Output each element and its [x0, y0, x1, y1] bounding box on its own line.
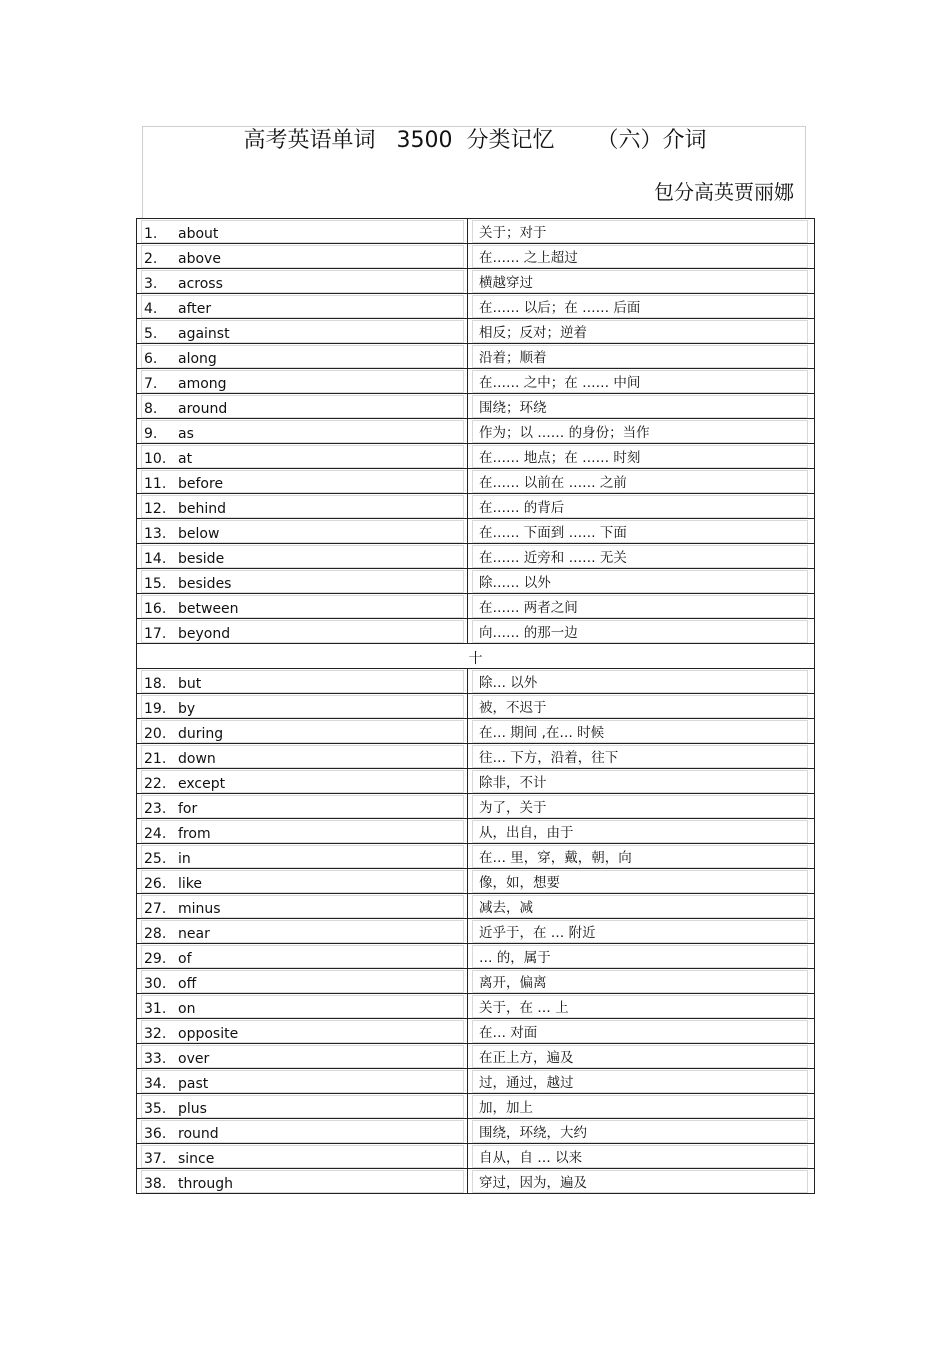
word-cell	[137, 1068, 468, 1093]
chinese-meaning: 从，出自，由于	[479, 824, 574, 841]
word-cell	[137, 968, 468, 993]
word-cell	[137, 743, 468, 768]
word-cell	[137, 1143, 468, 1168]
table-row	[137, 1168, 815, 1193]
english-word: after	[178, 301, 212, 317]
entry-number: 17.	[144, 626, 167, 642]
entry-number: 31.	[144, 1000, 167, 1017]
english-word: over	[178, 1050, 210, 1067]
table-row	[137, 1043, 815, 1068]
meaning-cell	[468, 1168, 815, 1193]
table-row	[137, 793, 815, 818]
entry-number: 5.	[144, 326, 158, 342]
word-cell	[137, 594, 468, 619]
entry-number: 32.	[144, 1025, 167, 1042]
meaning-cell	[468, 668, 815, 693]
chinese-meaning: 关于；对于	[479, 225, 547, 241]
entry-number: 25.	[144, 850, 167, 867]
chinese-meaning: 减去，减	[479, 899, 533, 916]
word-cell	[137, 419, 468, 444]
meaning-cell	[468, 1093, 815, 1118]
table-row	[137, 569, 815, 594]
english-word: between	[178, 601, 239, 617]
word-cell	[137, 519, 468, 544]
english-word: from	[178, 825, 211, 842]
english-word: like	[178, 875, 203, 892]
meaning-cell	[468, 469, 815, 494]
table-row	[137, 219, 815, 244]
chinese-meaning: 被，不迟于	[479, 699, 547, 716]
english-word: but	[178, 675, 202, 692]
english-word: against	[178, 326, 230, 342]
chinese-meaning: 在…… 以后；在 …… 后面	[479, 300, 641, 316]
english-word: round	[178, 1125, 219, 1142]
english-word: by	[178, 700, 196, 717]
chinese-meaning: 为了，关于	[479, 799, 547, 816]
entry-number: 8.	[144, 401, 158, 417]
table-row	[137, 294, 815, 319]
meaning-cell	[468, 369, 815, 394]
english-word: of	[178, 950, 192, 967]
entry-number: 4.	[144, 301, 158, 317]
table-row	[137, 943, 815, 968]
chinese-meaning: 横越穿过	[479, 275, 533, 291]
chinese-meaning: 在…… 之中；在 …… 中间	[479, 375, 641, 391]
table-row	[137, 918, 815, 943]
word-cell	[137, 668, 468, 693]
meaning-cell	[468, 843, 815, 868]
english-word: below	[178, 526, 220, 542]
table-row	[137, 1068, 815, 1093]
author-line: 包分高英贾丽娜	[654, 180, 794, 204]
chinese-meaning: 往… 下方，沿着，往下	[479, 749, 619, 766]
table-row	[137, 1143, 815, 1168]
english-word: beyond	[178, 626, 231, 642]
english-word: beside	[178, 551, 225, 567]
table-row	[137, 693, 815, 718]
chinese-meaning: 在…… 之上超过	[479, 250, 578, 266]
table-row	[137, 768, 815, 793]
word-cell	[137, 394, 468, 419]
english-word: among	[178, 376, 227, 392]
meaning-cell	[468, 1068, 815, 1093]
meaning-cell	[468, 244, 815, 269]
word-cell	[137, 494, 468, 519]
meaning-cell	[468, 968, 815, 993]
chinese-meaning: 作为；以 …… 的身份；当作	[479, 425, 650, 441]
chinese-meaning: 在…… 以前在 …… 之前	[479, 475, 627, 491]
meaning-cell	[468, 594, 815, 619]
word-cell	[137, 918, 468, 943]
english-word: about	[178, 226, 219, 242]
table-row	[137, 1118, 815, 1143]
entry-number: 1.	[144, 226, 158, 242]
english-word: past	[178, 1075, 209, 1092]
chinese-meaning: 在… 里，穿，戴，朝，向	[479, 849, 632, 866]
table-row	[137, 868, 815, 893]
table-row	[137, 843, 815, 868]
separator-mark: 十	[137, 644, 815, 669]
chinese-meaning: 穿过，因为，遍及	[479, 1174, 587, 1191]
entry-number: 22.	[144, 775, 167, 792]
english-word: near	[178, 925, 210, 942]
word-cell	[137, 768, 468, 793]
meaning-cell	[468, 519, 815, 544]
entry-number: 19.	[144, 700, 167, 717]
word-cell	[137, 244, 468, 269]
entry-number: 33.	[144, 1050, 167, 1067]
table-row	[137, 544, 815, 569]
word-cell	[137, 569, 468, 594]
entry-number: 23.	[144, 800, 167, 817]
meaning-cell	[468, 444, 815, 469]
english-word: through	[178, 1175, 234, 1192]
entry-number: 21.	[144, 750, 167, 767]
chinese-meaning: 向…… 的那一边	[479, 625, 578, 641]
entry-number: 24.	[144, 825, 167, 842]
entry-number: 30.	[144, 975, 167, 992]
chinese-meaning: 除… 以外	[479, 674, 538, 691]
word-cell	[137, 294, 468, 319]
table-row	[137, 818, 815, 843]
chinese-meaning: 除非，不计	[479, 774, 547, 791]
chinese-meaning: 除…… 以外	[479, 575, 551, 591]
table-row	[137, 668, 815, 693]
meaning-cell	[468, 1043, 815, 1068]
table-row	[137, 369, 815, 394]
table-row	[137, 893, 815, 918]
meaning-cell	[468, 544, 815, 569]
table-row	[137, 519, 815, 544]
english-word: at	[178, 451, 193, 467]
chinese-meaning: 在…… 下面到 …… 下面	[479, 525, 627, 541]
entry-number: 37.	[144, 1150, 167, 1167]
word-cell	[137, 444, 468, 469]
english-word: except	[178, 775, 226, 792]
table-row	[137, 494, 815, 519]
table-row	[137, 1018, 815, 1043]
page-title: 高考英语单词 3500 分类记忆 （六）介词	[243, 128, 707, 153]
table-row	[137, 619, 815, 644]
english-word: plus	[178, 1100, 207, 1117]
table-row	[137, 1093, 815, 1118]
entry-number: 3.	[144, 276, 158, 292]
english-word: besides	[178, 576, 232, 592]
word-cell	[137, 1118, 468, 1143]
chinese-meaning: 加，加上	[479, 1099, 533, 1116]
table-row	[137, 469, 815, 494]
entry-number: 36.	[144, 1125, 167, 1142]
english-word: as	[178, 426, 194, 442]
english-word: on	[178, 1000, 196, 1017]
meaning-cell	[468, 893, 815, 918]
english-word: minus	[178, 900, 221, 917]
table-row	[137, 743, 815, 768]
word-cell	[137, 319, 468, 344]
table-row	[137, 993, 815, 1018]
chinese-meaning: 在…… 的背后	[479, 500, 565, 516]
table-row	[137, 444, 815, 469]
word-cell	[137, 1018, 468, 1043]
chinese-meaning: 在… 期间 ,在… 时候	[479, 724, 605, 741]
entry-number: 9.	[144, 426, 158, 442]
english-word: around	[178, 401, 228, 417]
chinese-meaning: 在…… 地点；在 …… 时刻	[479, 450, 641, 466]
word-cell	[137, 793, 468, 818]
entry-number: 11.	[144, 476, 167, 492]
chinese-meaning: 围绕；环绕	[479, 400, 547, 416]
meaning-cell	[468, 868, 815, 893]
meaning-cell	[468, 1118, 815, 1143]
vocabulary-table-body	[137, 219, 815, 1194]
word-cell	[137, 693, 468, 718]
english-word: off	[178, 975, 197, 992]
word-cell	[137, 269, 468, 294]
meaning-cell	[468, 319, 815, 344]
meaning-cell	[468, 619, 815, 644]
word-cell	[137, 344, 468, 369]
word-cell	[137, 469, 468, 494]
meaning-cell	[468, 818, 815, 843]
english-word: opposite	[178, 1025, 239, 1042]
meaning-cell	[468, 294, 815, 319]
vocabulary-table	[136, 218, 815, 1194]
chinese-meaning: 相反；反对；逆着	[479, 325, 587, 341]
word-cell	[137, 619, 468, 644]
meaning-cell	[468, 269, 815, 294]
meaning-cell	[468, 943, 815, 968]
table-row	[137, 319, 815, 344]
english-word: across	[178, 276, 223, 292]
entry-number: 18.	[144, 675, 167, 692]
table-row	[137, 244, 815, 269]
word-cell	[137, 843, 468, 868]
entry-number: 10.	[144, 451, 167, 467]
chinese-meaning: 自从，自 … 以来	[479, 1149, 583, 1166]
meaning-cell	[468, 918, 815, 943]
meaning-cell	[468, 1018, 815, 1043]
chinese-meaning: 在…… 近旁和 …… 无关	[479, 550, 627, 566]
meaning-cell	[468, 1143, 815, 1168]
table-row	[137, 419, 815, 444]
meaning-cell	[468, 394, 815, 419]
meaning-cell	[468, 768, 815, 793]
separator-row	[137, 644, 815, 669]
entry-number: 6.	[144, 351, 158, 367]
entry-number: 14.	[144, 551, 167, 567]
word-cell	[137, 1168, 468, 1193]
english-word: before	[178, 476, 224, 492]
table-row	[137, 594, 815, 619]
chinese-meaning: … 的，属于	[479, 949, 551, 966]
chinese-meaning: 在… 对面	[479, 1024, 538, 1041]
entry-number: 29.	[144, 950, 167, 967]
entry-number: 35.	[144, 1100, 167, 1117]
chinese-meaning: 过，通过，越过	[479, 1074, 574, 1091]
entry-number: 12.	[144, 501, 167, 517]
meaning-cell	[468, 993, 815, 1018]
english-word: behind	[178, 501, 227, 517]
english-word: down	[178, 750, 216, 767]
entry-number: 34.	[144, 1075, 167, 1092]
entry-number: 27.	[144, 900, 167, 917]
english-word: since	[178, 1150, 215, 1167]
meaning-cell	[468, 494, 815, 519]
chinese-meaning: 离开，偏离	[479, 974, 547, 991]
word-cell	[137, 893, 468, 918]
english-word: along	[178, 351, 217, 367]
entry-number: 16.	[144, 601, 167, 617]
word-cell	[137, 544, 468, 569]
entry-number: 26.	[144, 875, 167, 892]
meaning-cell	[468, 219, 815, 244]
chinese-meaning: 在…… 两者之间	[479, 600, 578, 616]
word-cell	[137, 993, 468, 1018]
word-cell	[137, 868, 468, 893]
entry-number: 7.	[144, 376, 158, 392]
meaning-cell	[468, 693, 815, 718]
chinese-meaning: 像，如，想要	[479, 874, 560, 891]
meaning-cell	[468, 419, 815, 444]
entry-number: 15.	[144, 576, 167, 592]
entry-number: 13.	[144, 526, 167, 542]
english-word: above	[178, 251, 221, 267]
table-row	[137, 344, 815, 369]
entry-number: 38.	[144, 1175, 167, 1192]
english-word: for	[178, 800, 198, 817]
english-word: during	[178, 725, 224, 742]
meaning-cell	[468, 569, 815, 594]
word-cell	[137, 818, 468, 843]
meaning-cell	[468, 718, 815, 743]
word-cell	[137, 369, 468, 394]
chinese-meaning: 关于，在 … 上	[479, 999, 569, 1016]
meaning-cell	[468, 344, 815, 369]
table-row	[137, 269, 815, 294]
english-word: in	[178, 850, 191, 867]
entry-number: 2.	[144, 251, 158, 267]
word-cell	[137, 1093, 468, 1118]
table-row	[137, 394, 815, 419]
word-cell	[137, 219, 468, 244]
meaning-cell	[468, 743, 815, 768]
entry-number: 20.	[144, 725, 167, 742]
table-row	[137, 718, 815, 743]
meaning-cell	[468, 793, 815, 818]
word-cell	[137, 943, 468, 968]
entry-number: 28.	[144, 925, 167, 942]
table-row	[137, 968, 815, 993]
chinese-meaning: 围绕，环绕，大约	[479, 1124, 587, 1141]
chinese-meaning: 近乎于，在 … 附近	[479, 924, 596, 941]
word-cell	[137, 1043, 468, 1068]
word-cell	[137, 718, 468, 743]
chinese-meaning: 沿着；顺着	[479, 350, 547, 366]
chinese-meaning: 在正上方，遍及	[479, 1049, 574, 1066]
